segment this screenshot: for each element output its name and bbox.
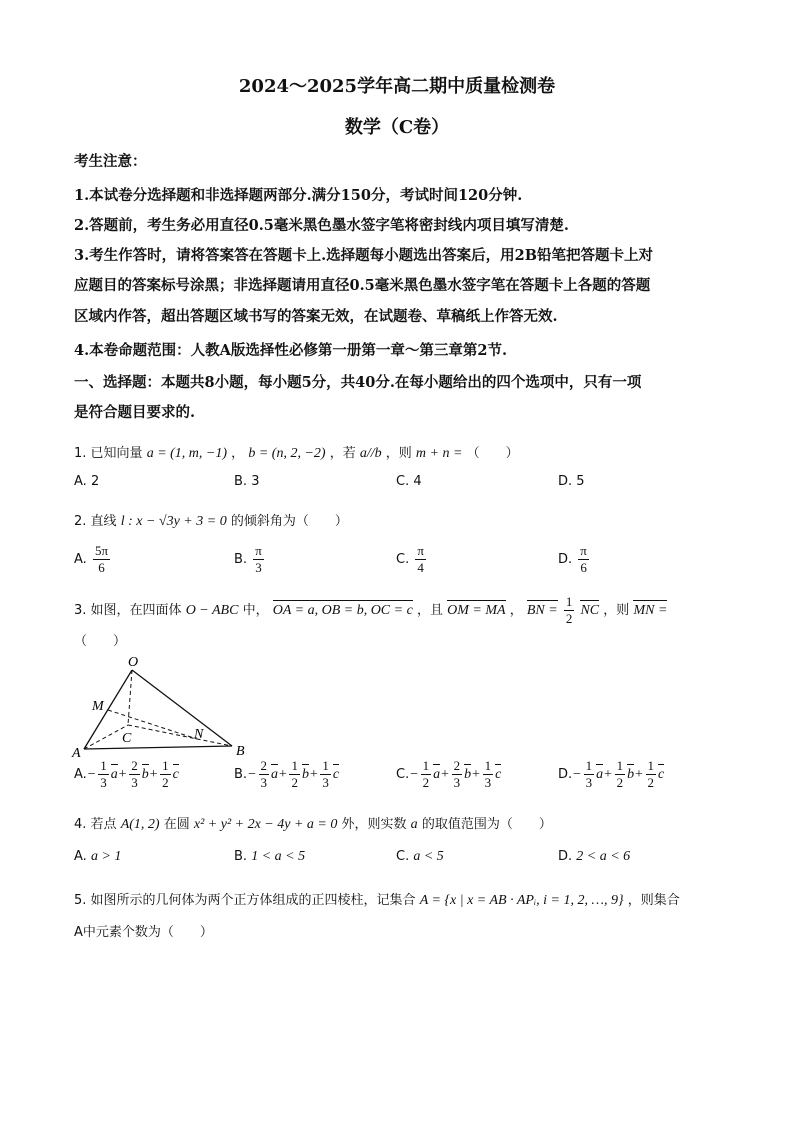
question-5 <box>74 889 680 909</box>
notice-item-3-cont: 应题目的答案标号涂黑；非选择题请用直径0.5毫米黑色墨水签字笔在答题卡上各题的答题 <box>74 277 651 294</box>
option-value: a < 5 <box>413 849 444 864</box>
q3-suffix: ，则 <box>603 603 630 618</box>
term-sign: + <box>278 767 288 782</box>
q1-option-d[interactable] <box>558 474 585 489</box>
term-vector: c <box>658 767 665 782</box>
term-sign: + <box>603 767 613 782</box>
numerator: π <box>580 543 587 558</box>
term-fraction <box>98 758 109 791</box>
option-label: D. <box>558 474 577 489</box>
numerator: 2 <box>131 758 138 773</box>
numerator: π <box>255 543 262 558</box>
term-fraction <box>320 758 331 791</box>
q3-mid2: ，且 <box>416 603 443 618</box>
term-fraction <box>584 758 595 791</box>
term-vector: b <box>141 767 149 782</box>
q2-option-d[interactable] <box>558 543 591 576</box>
denominator: 2 <box>162 775 169 790</box>
term-sign: + <box>440 767 450 782</box>
numerator: 1 <box>647 758 655 773</box>
denominator: 3 <box>453 775 461 790</box>
option-label: B. <box>234 849 252 864</box>
label-n: N <box>194 727 204 742</box>
q2-line-equation: l : x − √3y + 3 = 0 <box>120 514 227 529</box>
option-label: D. <box>558 849 577 864</box>
numerator: 1 <box>422 758 430 773</box>
q4-suffix: 外，则实数 <box>341 817 407 832</box>
label-c: C <box>122 731 132 746</box>
q3-option-b[interactable] <box>234 758 339 791</box>
option-fraction <box>415 543 426 576</box>
option-label: B. <box>234 552 248 567</box>
q3-prefix: 3. 如图，在四面体 <box>74 603 182 618</box>
exam-subtitle: 数学（C卷） <box>344 117 450 138</box>
q1-mid: ，若 <box>329 446 356 461</box>
q4-point: A(1, 2) <box>120 817 160 832</box>
numerator: 1 <box>162 758 169 773</box>
q4-option-d[interactable] <box>558 849 630 865</box>
q1-option-b[interactable] <box>234 474 259 489</box>
q3-vectors: OA = a, OB = b, OC = c <box>272 603 413 618</box>
option-value: 5 <box>576 474 585 489</box>
q3-condition-2b: NC <box>580 603 600 618</box>
term-vector: b <box>627 767 635 782</box>
q4-var: a <box>410 817 418 832</box>
term-fraction <box>289 758 300 791</box>
term-vector: b <box>464 767 472 782</box>
question-4 <box>74 813 552 833</box>
numerator: 1 <box>585 758 593 773</box>
denominator: 3 <box>100 775 107 790</box>
option-label: D. <box>558 767 573 782</box>
q3-mid1: 中， <box>242 603 269 618</box>
q3-option-d[interactable] <box>558 758 664 791</box>
numerator: 1 <box>100 758 107 773</box>
option-fraction <box>578 543 589 576</box>
term-sign: − <box>572 767 582 782</box>
option-label: C. <box>396 552 410 567</box>
numerator: 1 <box>565 594 573 609</box>
term-vector: a <box>433 767 441 782</box>
q4-option-a[interactable] <box>74 849 121 865</box>
notice-item-3-cont2: 区域内作答，超出答题区域书写的答案无效，在试题卷、草稿纸上作答无效. <box>74 308 558 325</box>
q4-prefix: 4. 若点 <box>74 817 117 832</box>
q2-option-b[interactable] <box>234 543 266 576</box>
term-sign: + <box>471 767 481 782</box>
edge-ab <box>84 746 232 749</box>
tetrahedron-figure <box>70 650 260 762</box>
q4-suffix2: 的取值范围为（ ） <box>421 817 552 832</box>
numerator: 2 <box>453 758 461 773</box>
option-value: 1 < a < 5 <box>251 849 306 864</box>
q3-target: MN = <box>633 603 668 618</box>
q3-option-c[interactable] <box>396 758 501 791</box>
option-value: 3 <box>251 474 260 489</box>
label-m: M <box>92 699 104 714</box>
term-vector: c <box>495 767 502 782</box>
q5-prefix: 5. 如图所示的几何体为两个正方体组成的正四棱柱，记集合 <box>74 893 416 908</box>
denominator: 2 <box>565 611 573 626</box>
q2-option-c[interactable] <box>396 543 428 576</box>
denominator: 2 <box>422 775 430 790</box>
option-value: 2 <box>90 474 100 489</box>
q5-line-2: A中元素个数为（ ） <box>74 925 213 940</box>
denominator: 3 <box>322 775 329 790</box>
q3-option-a[interactable] <box>74 758 179 791</box>
question-3 <box>74 594 667 627</box>
notice-item-3: 3.考生作答时，请将答案答在答题卡上.选择题每小题选出答案后，用2B铅笔把答题卡上对 <box>74 247 654 264</box>
term-vector: c <box>172 767 179 782</box>
term-vector: a <box>110 767 118 782</box>
numerator: 2 <box>260 758 268 773</box>
term-fraction <box>646 758 657 791</box>
term-fraction <box>452 758 463 791</box>
term-vector: b <box>301 767 309 782</box>
option-label: C. <box>396 474 414 489</box>
edge-cb <box>128 725 232 746</box>
q3-solid: O − ABC <box>185 603 239 618</box>
question-2 <box>74 510 348 530</box>
question-1 <box>74 442 519 462</box>
option-label: A. <box>74 767 87 782</box>
label-a: A <box>72 746 81 761</box>
option-label: B. <box>234 767 248 782</box>
notice-item-2: 2.答题前，考生务必用直径0.5毫米黑色墨水签字笔将密封线内项目填写清楚. <box>74 217 569 234</box>
denominator: 2 <box>647 775 655 790</box>
q3-condition-1: OM = MA <box>447 603 506 618</box>
term-sign: + <box>117 767 128 782</box>
exam-title: 2024～2025学年高二期中质量检测卷 <box>238 76 556 97</box>
option-value: 4 <box>413 474 422 489</box>
option-label: C. <box>396 767 410 782</box>
term-fraction <box>129 758 140 791</box>
term-fraction <box>160 758 171 791</box>
term-fraction <box>483 758 494 791</box>
term-vector: a <box>596 767 604 782</box>
label-o: O <box>128 655 139 670</box>
denominator: 3 <box>260 775 268 790</box>
term-vector: a <box>271 767 279 782</box>
option-label: A. <box>74 849 91 864</box>
q1-prefix: 1. 已知向量 <box>74 446 143 461</box>
option-value: 2 < a < 6 <box>576 849 631 864</box>
option-label: D. <box>558 552 573 567</box>
q2-option-a[interactable] <box>74 543 112 576</box>
numerator: 1 <box>616 758 624 773</box>
term-sign: + <box>148 767 159 782</box>
notice-item-4: 4.本卷命题范围：人教A版选择性必修第一册第一章～第三章第2节. <box>74 342 508 359</box>
q3-blank: （ ） <box>74 634 127 649</box>
q1-option-c[interactable] <box>396 474 422 489</box>
section-heading: 一、选择题：本题共8小题，每小题5分，共40分.在每小题给出的四个选项中，只有一项 <box>74 374 642 391</box>
q5-set: A = {x | x = AB · APᵢ, i = 1, 2, …, 9} <box>419 893 624 908</box>
denominator: 6 <box>580 560 587 575</box>
term-sign: − <box>86 767 97 782</box>
q1-blank: （ ） <box>466 446 519 461</box>
numerator: π <box>417 543 424 558</box>
denominator: 3 <box>255 560 262 575</box>
option-fraction <box>253 543 264 576</box>
numerator: 1 <box>322 758 329 773</box>
q5-suffix: ，则集合 <box>627 893 680 908</box>
term-fraction <box>421 758 432 791</box>
label-b: B <box>236 744 245 759</box>
term-sign: + <box>308 767 319 782</box>
numerator: 1 <box>291 758 298 773</box>
term-fraction <box>259 758 270 791</box>
term-sign: − <box>247 767 257 782</box>
numerator: 5π <box>94 543 109 558</box>
q1-condition: a//b <box>359 446 382 461</box>
notice-heading: 考生注意： <box>74 153 147 170</box>
q2-suffix: 的倾斜角为（ ） <box>230 514 348 529</box>
q1-suffix: ，则 <box>385 446 412 461</box>
denominator: 3 <box>585 775 593 790</box>
term-vector: c <box>332 767 340 782</box>
option-label: A. <box>74 474 91 489</box>
option-label: A. <box>74 552 87 567</box>
q1-option-a[interactable] <box>74 474 99 489</box>
q1-vector-b: b = (n, 2, −2) <box>248 446 326 461</box>
q1-expression: m + n = <box>415 446 463 461</box>
notice-item-1: 1.本试卷分选择题和非选择题两部分.满分150分，考试时间120分钟. <box>74 187 523 204</box>
option-value: a > 1 <box>90 849 122 864</box>
denominator: 3 <box>484 775 492 790</box>
denominator: 6 <box>98 560 105 575</box>
denominator: 4 <box>417 560 424 575</box>
q2-prefix: 2. 直线 <box>74 514 117 529</box>
q4-circle: x² + y² + 2x − 4y + a = 0 <box>193 817 338 832</box>
q3-condition-2a: BN = <box>526 603 558 618</box>
term-sign: + <box>634 767 644 782</box>
denominator: 2 <box>616 775 624 790</box>
denominator: 3 <box>131 775 138 790</box>
section-heading-cont: 是符合题目要求的. <box>74 404 196 421</box>
q1-sep: ， <box>231 446 245 461</box>
numerator: 1 <box>484 758 492 773</box>
q3-sep: ， <box>509 603 523 618</box>
q4-mid: 在圆 <box>163 817 190 832</box>
q3-condition-fraction <box>564 594 575 627</box>
option-label: B. <box>234 474 252 489</box>
option-fraction <box>93 543 110 576</box>
denominator: 2 <box>291 775 298 790</box>
option-label: C. <box>396 849 414 864</box>
q4-option-b[interactable] <box>234 849 305 865</box>
q4-option-c[interactable] <box>396 849 444 865</box>
term-sign: − <box>409 767 419 782</box>
term-fraction <box>615 758 626 791</box>
q1-vector-a: a = (1, m, −1) <box>146 446 228 461</box>
